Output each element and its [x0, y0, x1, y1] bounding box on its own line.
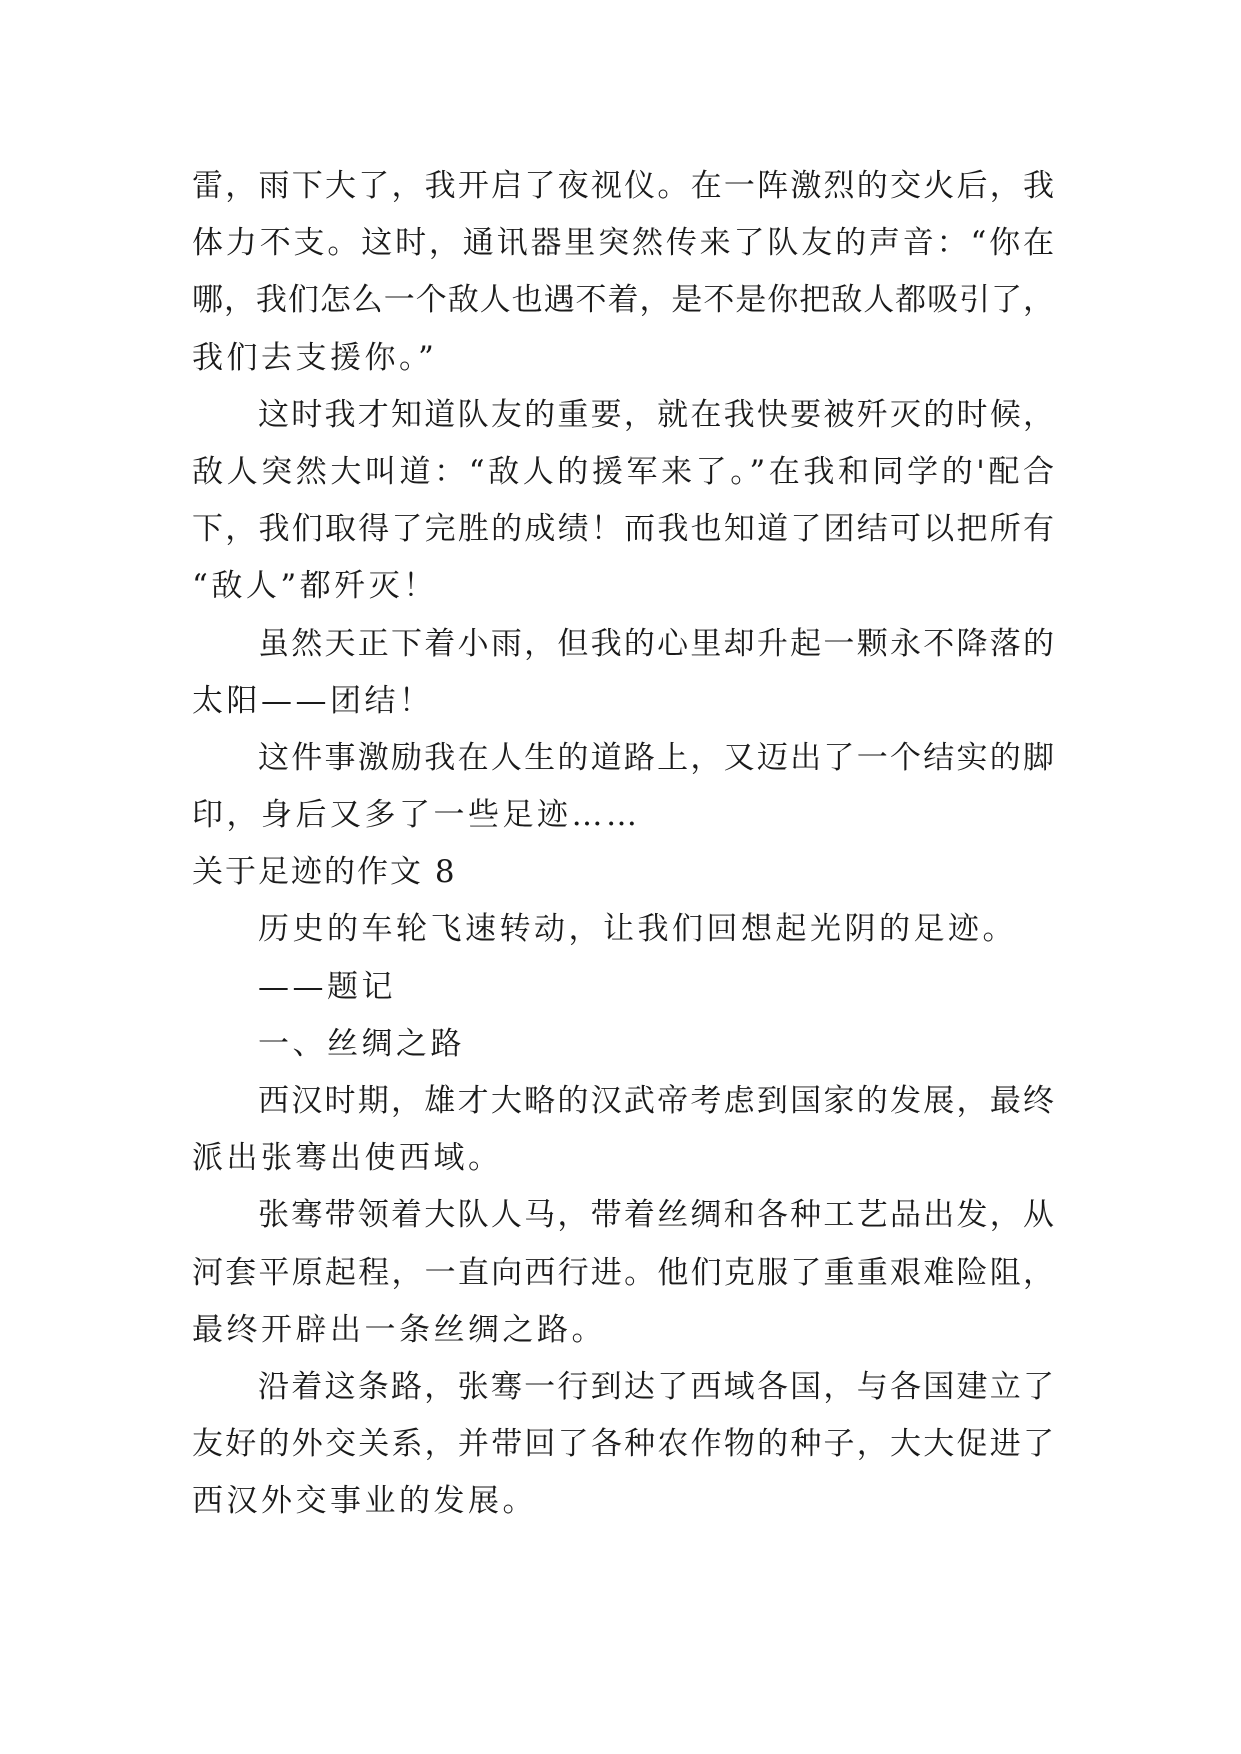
document-body: [192, 158, 1054, 1531]
text-line: 敌人突然大叫道：“敌人的援军来了。”在我和同学的'配合: [192, 453, 1054, 490]
text-line: 这时我才知道队友的重要，就在我快要被歼灭的时候，: [258, 396, 1054, 433]
text-line: 体力不支。这时，通讯器里突然传来了队友的声音：“你在: [192, 225, 1054, 262]
section-heading: 关于足迹的作文 8: [192, 854, 457, 891]
text-line: 张骞带领着大队人马，带着丝绸和各种工艺品出发，从: [258, 1197, 1054, 1234]
text-line: 太阳——团结！: [192, 682, 434, 719]
text-line: 西汉时期，雄才大略的汉武帝考虑到国家的发展，最终: [258, 1083, 1054, 1119]
text-line: 友好的外交关系，并带回了各种农作物的种子，大大促进了: [192, 1426, 1054, 1463]
text-line: 哪，我们怎么一个敌人也遇不着，是不是你把敌人都吸引了，: [192, 282, 1054, 319]
text-line: “敌人”都歼灭！: [192, 568, 438, 605]
text-line: 我们去支援你。”: [192, 339, 438, 376]
text-line: 印，身后又多了一些足迹……: [192, 797, 641, 834]
text-line: 沿着这条路，张骞一行到达了西域各国，与各国建立了: [258, 1368, 1054, 1405]
text-line: 派出张骞出使西域。: [192, 1140, 503, 1177]
text-line: 最终开辟出一条丝绸之路。: [192, 1311, 606, 1348]
text-line: 雷，雨下大了，我开启了夜视仪。在一阵激烈的交火后，我: [192, 168, 1054, 204]
subsection-heading: 一、丝绸之路: [258, 1025, 465, 1062]
text-line: 河套平原起程，一直向西行进。他们克服了重重艰难险阻，: [192, 1254, 1054, 1291]
text-line: 西汉外交事业的发展。: [192, 1483, 537, 1520]
text-line: 虽然天正下着小雨，但我的心里却升起一颗永不降落的: [258, 625, 1054, 662]
text-line: 历史的车轮飞速转动，让我们回想起光阴的足迹。: [258, 911, 1017, 948]
text-line: 这件事激励我在人生的道路上，又迈出了一个结实的脚: [258, 739, 1054, 776]
text-line: ——题记: [258, 968, 396, 1005]
text-line: 下，我们取得了完胜的成绩！而我也知道了团结可以把所有: [192, 511, 1054, 548]
